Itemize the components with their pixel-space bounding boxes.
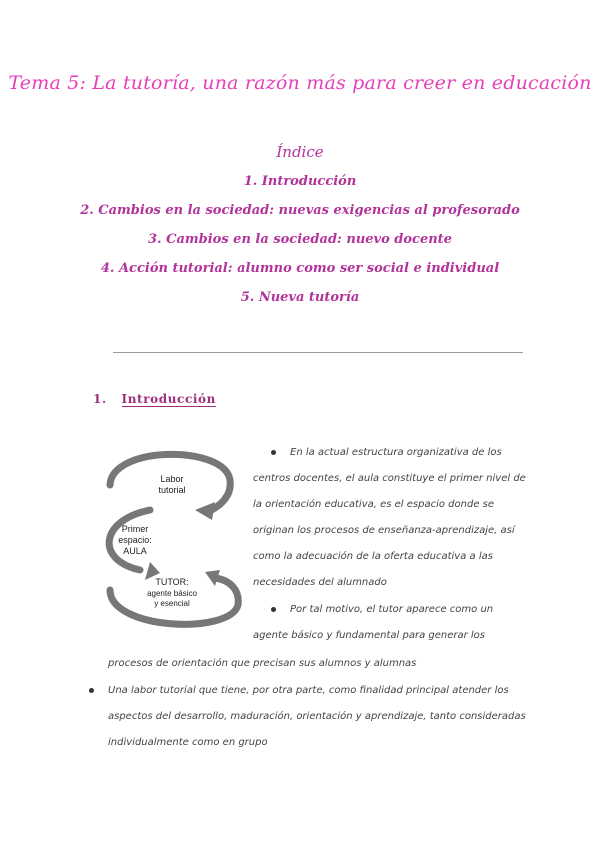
box3-line3: y esencial [154, 599, 190, 608]
section-title: Introducción [121, 392, 216, 406]
toc-item: 2. Cambios en la sociedad: nuevas exigencias al profesorado [80, 203, 520, 218]
paragraph-2-continued [108, 651, 416, 677]
text-line [89, 678, 526, 704]
text-line: necesidades del alumnado [253, 577, 387, 588]
page-title: Tema 5: La tutoría, una razón más para creer en educación [8, 72, 592, 94]
box3-line2: agente básico [147, 589, 197, 598]
text-line: centros docentes, el aula constituye el primer nivel de [253, 473, 526, 484]
text-line: procesos de orientación que precisan sus alumnos y alumnas [108, 658, 417, 669]
toc-item: 1. Introducción [243, 174, 357, 189]
arrowhead-top [195, 502, 215, 520]
toc-item: 4. Acción tutorial: alumno como ser social e individual [100, 261, 500, 276]
bullet-icon [271, 450, 276, 455]
text-span: Una labor tutorial que tiene, por otra parte, como finalidad principal atender los [108, 685, 509, 696]
section-number: 1. [93, 392, 107, 406]
text-line: la orientación educativa, es el espacio donde se [253, 499, 495, 510]
paragraph-2 [253, 597, 493, 649]
bullet-icon [89, 688, 94, 693]
section-heading [93, 392, 216, 406]
paragraph-1 [253, 440, 526, 596]
tutoria-cycle-diagram [90, 440, 250, 640]
toc-item: 5. Nueva tutoría [240, 290, 360, 305]
text-line [253, 597, 493, 623]
horizontal-divider [113, 352, 523, 353]
text-line: originan los procesos de enseñanza-aprendizaje, así [253, 525, 515, 536]
box2-line1: Primer [121, 524, 149, 534]
box3-line1: TUTOR: [155, 577, 189, 587]
toc-item: 3. Cambios en la sociedad: nuevo docente [148, 232, 452, 247]
box1-line2: tutorial [158, 485, 186, 495]
text-line: como la adecuación de la oferta educativa a las [253, 551, 493, 562]
box2-line2: espacio: [118, 535, 152, 545]
box2-line3: AULA [123, 546, 147, 556]
paragraph-3 [89, 678, 526, 756]
text-line: agente básico y fundamental para generar los [253, 630, 486, 641]
text-span: En la actual estructura organizativa de los [290, 447, 502, 458]
toc-heading: Índice [276, 143, 324, 161]
text-span: Por tal motivo, el tutor aparece como un [290, 604, 494, 615]
bullet-icon [271, 607, 276, 612]
text-line: aspectos del desarrollo, maduración, orientación y aprendizaje, tanto consideradas [108, 711, 526, 722]
table-of-contents [0, 172, 600, 317]
text-line: individualmente como en grupo [108, 737, 268, 748]
box1-line1: Labor [160, 474, 184, 484]
text-line [253, 440, 505, 466]
